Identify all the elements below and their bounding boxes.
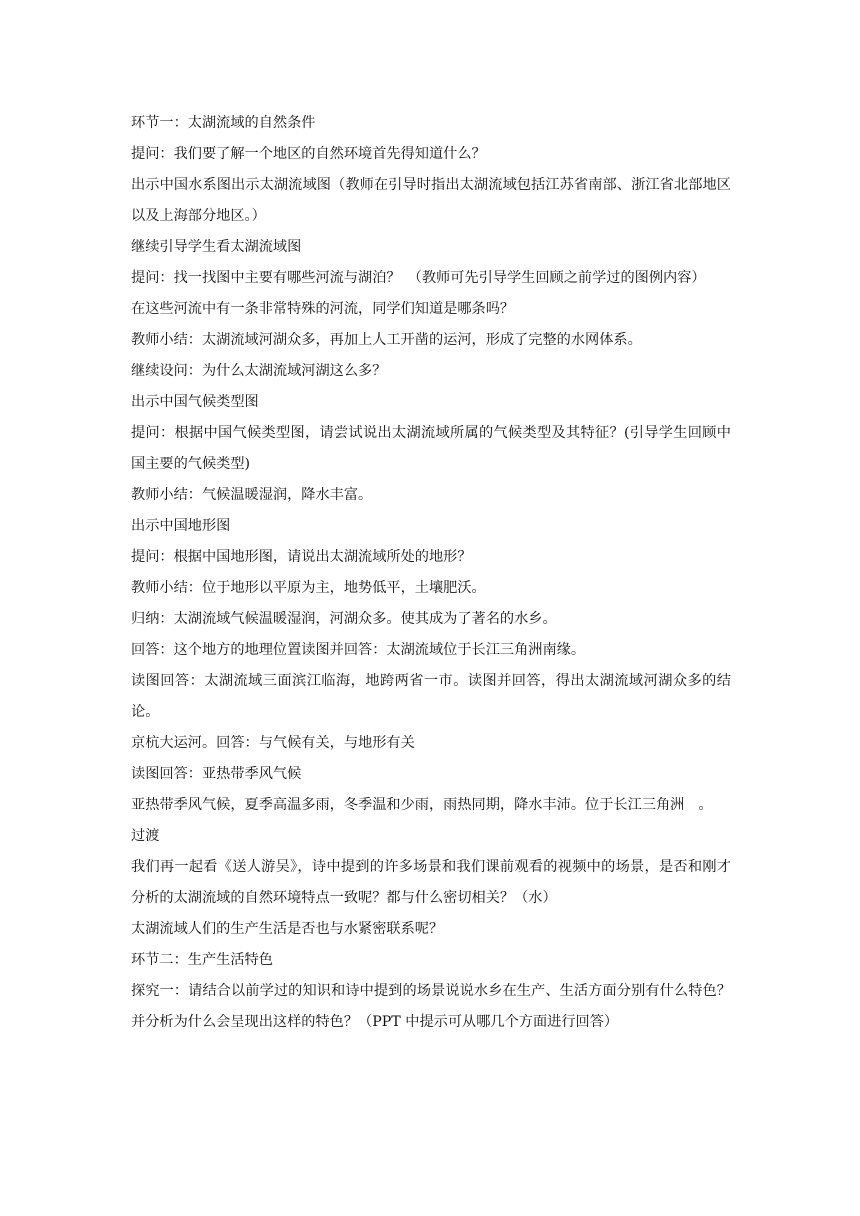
paragraph: 教师小结：气候温暖湿润，降水丰富。 [131, 487, 373, 503]
paragraph: 提问：我们要了解一个地区的自然环境首先得知道什么？ [131, 146, 486, 162]
paragraph: 教师小结：位于地形以平原为主，地势低平，土壤肥沃。 [131, 580, 486, 596]
document-body [131, 108, 731, 1038]
paragraph: 出示中国水系图出示太湖流域图（教师在引导时指出太湖流域包括江苏省南部、浙江省北部地区以及上海部分地区。） [131, 177, 731, 224]
paragraph: 教师小结：太湖流域河湖众多，再加上人工开凿的运河，形成了完整的水网体系。 [131, 332, 642, 348]
paragraph: 提问：找一找图中主要有哪些河流与湖泊？ （教师可先引导学生回顾之前学过的图例内容） [131, 270, 706, 286]
paragraph: 读图回答：亚热带季风气候 [131, 766, 302, 782]
paragraph: 在这些河流中有一条非常特殊的河流，同学们知道是哪条吗？ [131, 301, 515, 317]
paragraph: 归纳：太湖流域气候温暖湿润，河湖众多。使其成为了著名的水乡。 [131, 611, 557, 627]
section-heading-1: 环节一：太湖流域的自然条件 [131, 115, 316, 131]
paragraph: 亚热带季风气候，夏季高温多雨，冬季温和少雨，雨热同期，降水丰沛。位于长江三角洲 。 [131, 797, 713, 813]
paragraph: 探究一：请结合以前学过的知识和诗中提到的场景说说水乡在生产、生活方面分别有什么特色？并分析为什么会呈现出这样的特色？（PPT 中提示可从哪几个方面进行回答） [131, 983, 731, 1030]
paragraph: 提问：根据中国气候类型图，请尝试说出太湖流域所属的气候类型及其特征？(引导学生回顾中国主要的气候类型) [131, 425, 731, 472]
paragraph: 读图回答：太湖流域三面滨江临海，地跨两省一市。读图并回答，得出太湖流域河湖众多的结论。 [131, 673, 731, 720]
paragraph: 提问：根据中国地形图，请说出太湖流域所处的地形？ [131, 549, 472, 565]
paragraph: 京杭大运河。回答：与气候有关，与地形有关 [131, 735, 415, 751]
paragraph: 出示中国地形图 [131, 518, 231, 534]
section-heading-2: 环节二：生产生活特色 [131, 952, 273, 968]
paragraph: 出示中国气候类型图 [131, 394, 259, 410]
paragraph: 回答：这个地方的地理位置读图并回答：太湖流域位于长江三角洲南缘。 [131, 642, 586, 658]
paragraph: 继续引导学生看太湖流域图 [131, 239, 302, 255]
paragraph: 继续设问：为什么太湖流域河湖这么多？ [131, 363, 387, 379]
paragraph: 我们再一起看《送人游吴》，诗中提到的许多场景和我们课前观看的视频中的场景，是否和刚才分析的太湖流域的自然环境特点一致呢？都与什么密切相关？（水） [131, 859, 731, 906]
paragraph: 过渡 [131, 828, 160, 844]
paragraph: 太湖流域人们的生产生活是否也与水紧密联系呢？ [131, 921, 444, 937]
